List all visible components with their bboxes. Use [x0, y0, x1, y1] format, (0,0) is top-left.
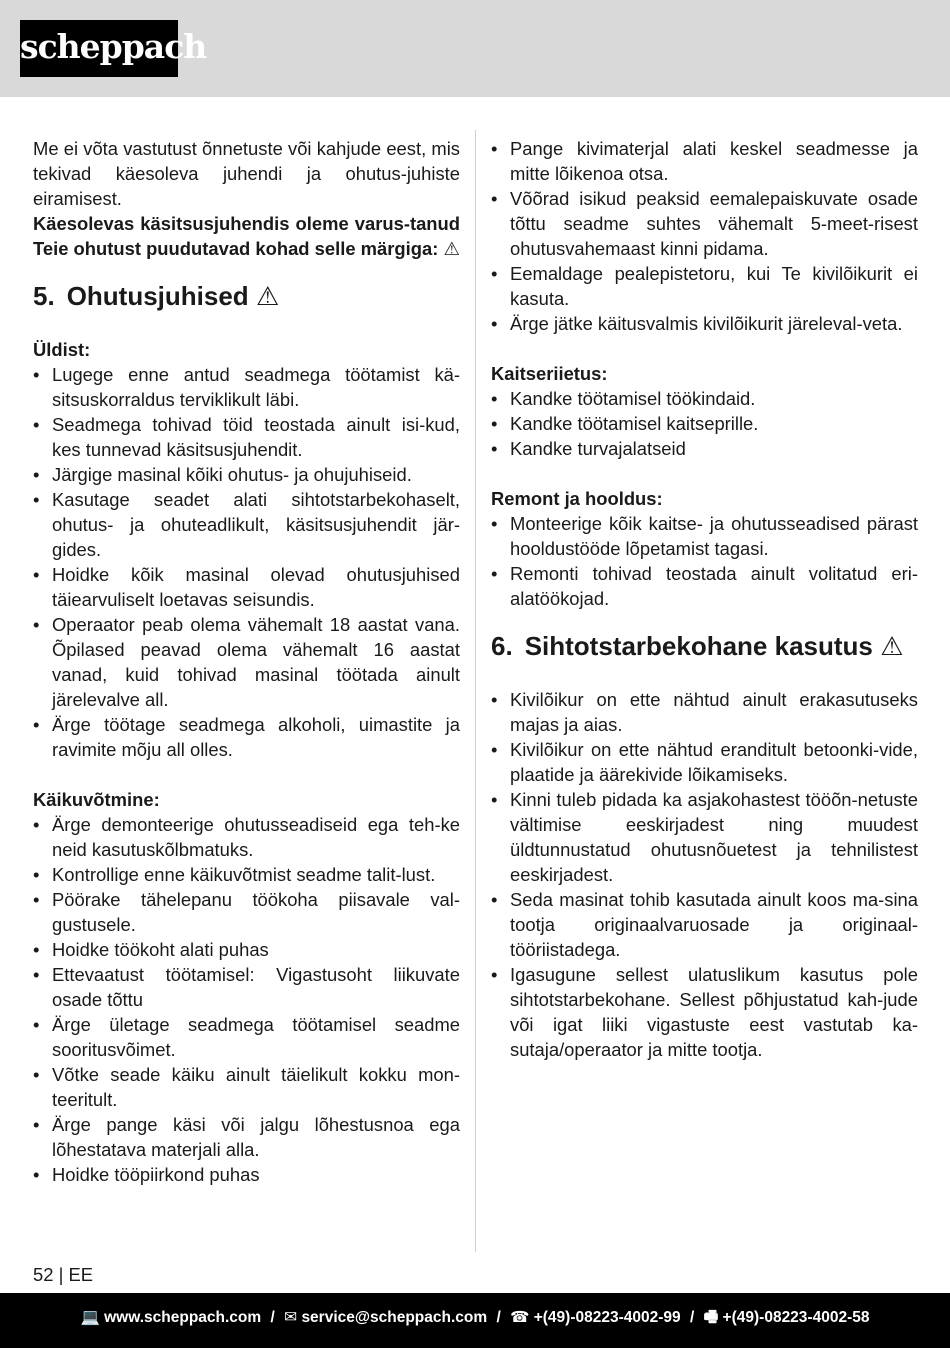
list-item: • Kinni tuleb pidada ka asjakohastest tööõn-netuste vältimise eeskirjadest ning muudest üldtunnustatud ohutusnõuetest ja tehnilistest eeskirjadest.	[491, 787, 918, 887]
protection-heading: Kaitseriietus:	[491, 363, 608, 384]
section-6-heading: Sihtotstarbekohane kasutus	[524, 631, 873, 661]
list-item: • Kandke töötamisel töökindaid.	[491, 386, 918, 411]
list-item: • Ärge ületage seadmega töötamisel seadme sooritusvõimet.	[33, 1012, 460, 1062]
right-column	[491, 136, 918, 1062]
list-item: • Kivilõikur on ette nähtud eranditult betoonki-vide, plaatide ja äärekivide lõikamiseks.	[491, 737, 918, 787]
phone-number: +(49)-08223-4002-99	[533, 1309, 681, 1326]
list-item: • Ärge jätke käitusvalmis kivilõikurit järeleval-veta.	[491, 311, 918, 336]
list-item: • Eemaldage pealepistetoru, kui Te kivilõikurit ei kasuta.	[491, 261, 918, 311]
list-item: • Igasugune sellest ulatuslikum kasutus pole sihtotstarbekohane. Sellest põhjustatud kah-jude või igat liiki vigastuste eest vastutab ka-sutaja/operaator ja mitte tootja.	[491, 962, 918, 1062]
website-link[interactable]: www.scheppach.com	[104, 1309, 262, 1326]
fax-icon: 🖷	[703, 1309, 719, 1326]
section-6-number: 6.	[491, 631, 513, 661]
commissioning-list	[33, 812, 460, 1187]
list-item: • Monteerige kõik kaitse- ja ohutusseadised pärast hooldustööde lõpetamist tagasi.	[491, 511, 918, 561]
list-item: • Hoidke kõik masinal olevad ohutusjuhised täiearvuliselt loetavas seisundis.	[33, 562, 460, 612]
section-5-heading: Ohutusjuhised	[66, 281, 249, 311]
section-5-title	[33, 281, 460, 311]
list-item: • Kasutage seadet alati sihtotstarbekohaselt, ohutus- ja ohuteadlikult, käsitsusjuhendit jär-gides.	[33, 487, 460, 562]
list-item: • Ärge demonteerige ohutusseadiseid ega teh-ke neid kasutuskõlbmatuks.	[33, 812, 460, 862]
list-item: • Järgige masinal kõiki ohutus- ja ohujuhiseid.	[33, 462, 460, 487]
general-list	[33, 362, 460, 762]
fax-number: +(49)-08223-4002-58	[722, 1309, 870, 1326]
page-footer	[0, 1293, 950, 1348]
intended-use-list	[491, 687, 918, 1062]
warning-icon: ⚠	[255, 281, 280, 311]
list-item: • Ettevaatust töötamisel: Vigastusoht liikuvate osade tõttu	[33, 962, 460, 1012]
list-item: • Hoidke tööpiirkond puhas	[33, 1162, 460, 1187]
list-item: • Lugege enne antud seadmega töötamist kä-sitsuskorraldus terviklikult läbi.	[33, 362, 460, 412]
footer-separator: /	[689, 1309, 695, 1326]
list-item: • Pange kivimaterjal alati keskel seadmesse ja mitte lõikenoa otsa.	[491, 136, 918, 186]
email-link[interactable]: service@scheppach.com	[301, 1309, 488, 1326]
phone-icon: ☎	[510, 1309, 530, 1326]
protection-list	[491, 386, 918, 461]
list-item: • Võõrad isikud peaksid eemalepaiskuvate osade tõttu seadme suhtes vähemalt 5-meet-risest ohutusvahemaast kinni pidama.	[491, 186, 918, 261]
mail-icon: ✉	[284, 1309, 298, 1326]
page-header	[0, 0, 950, 97]
list-item: • Seadmega tohivad töid teostada ainult isi-kud, kes tunnevad käsitsusjuhendit.	[33, 412, 460, 462]
warning-icon: ⚠	[443, 238, 460, 259]
list-item: • Kandke töötamisel kaitseprille.	[491, 411, 918, 436]
list-item: • Ärge töötage seadmega alkoholi, uimastite ja ravimite mõju all olles.	[33, 712, 460, 762]
repair-heading: Remont ja hooldus:	[491, 488, 663, 509]
general-heading: Üldist:	[33, 339, 91, 360]
left-column	[33, 136, 460, 1187]
warning-icon: ⚠	[880, 631, 904, 661]
list-item: • Hoidke töökoht alati puhas	[33, 937, 460, 962]
brand-logo: scheppach	[20, 20, 178, 77]
footer-separator: /	[270, 1309, 275, 1326]
list-item: • Pöörake tähelepanu töökoha piisavale val-gustusele.	[33, 887, 460, 937]
section-6-title	[491, 631, 918, 661]
page-number: 52 | EE	[33, 1264, 93, 1285]
list-item: • Remonti tohivad teostada ainult volitatud eri-alatöökojad.	[491, 561, 918, 611]
list-item: • Operaator peab olema vähemalt 18 aastat vana. Õpilased peavad olema vähemalt 16 aastat vanad, kuid tohivad masinal töötada ainult järelevalve all.	[33, 612, 460, 712]
list-item: • Kandke turvajalatseid	[491, 436, 918, 461]
list-item: • Ärge pange käsi või jalgu lõhestusnoa ega lõhestatava materjali alla.	[33, 1112, 460, 1162]
commissioning-heading: Käikuvõtmine:	[33, 789, 160, 810]
footer-separator: /	[496, 1309, 501, 1326]
list-item: • Seda masinat tohib kasutada ainult koos ma-sina tootja originaalvaruosade ja originaal-tööriistadega.	[491, 887, 918, 962]
repair-list	[491, 511, 918, 611]
intro-bold-text: Käesolevas käsitsusjuhendis oleme varus-tanud Teie ohutust puudutavad kohad selle märgiga: ⚠	[33, 213, 460, 259]
list-item: • Võtke seade käiku ainult täielikult kokku mon-teeritult.	[33, 1062, 460, 1112]
column-divider	[475, 130, 476, 1252]
section-5-number: 5.	[33, 281, 55, 311]
safety-list-continued	[491, 136, 918, 336]
list-item: • Kivilõikur on ette nähtud ainult erakasutuseks majas ja aias.	[491, 687, 918, 737]
list-item: • Kontrollige enne käikuvõtmist seadme talit-lust.	[33, 862, 460, 887]
computer-icon: 💻	[80, 1309, 100, 1326]
intro-text: Me ei võta vastutust õnnetuste või kahjude eest, mis tekivad käesoleva juhendi ja ohutus-juhiste eiramisest.	[33, 138, 460, 209]
